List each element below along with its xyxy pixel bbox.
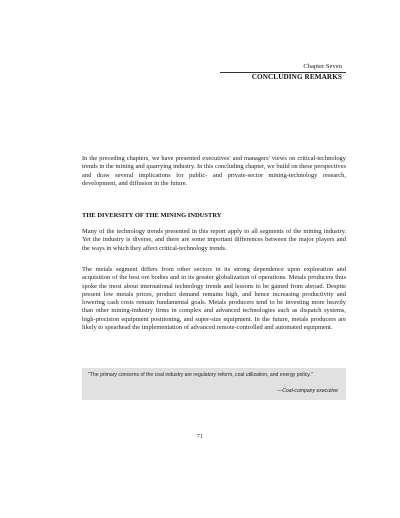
page-number: 71 — [196, 433, 204, 440]
quote-text: "The primary concerns of the coal industry are regulatory reform, coal utilization, and energy policy." — [88, 372, 313, 378]
chapter-title: CONCLUDING REMARKS — [251, 73, 342, 81]
section-paragraph-2: The metals segment differs from other sectors in its strong dependence upon exploration and acquisition of the best ore bodies and in its greater globalization of operations. Metals producers thus spoke the most about international technology trends and lessons to be gained from abroad. Despite present low metals prices, product demand remains high, and hence increasing productivity and lowering cash costs remain fundamental goals. Metals producers tend to be investing more heavily than other mining-industry firms in complex and advanced technologies such as dispatch systems, high-precision equipment positioning, and super-size equipment. In the future, metals producers are likely to spearhead the implementation of advanced remote-controlled and automated equipment. — [82, 266, 346, 332]
section-paragraph-1: Many of the technology trends presented in this report apply to all segments of the mining industry. Yet the industry is diverse, and there are some important differences between the major players and the ways in which they affect critical-technology trends. — [82, 228, 346, 252]
intro-paragraph: In the preceding chapters, we have presented executives' and managers' views on critical-technology trends in the mining and quarrying industry. In this concluding chapter, we build on these perspectives and draw several implications for public- and private-sector mining-technology research, development, and diffusion in the future. — [82, 155, 346, 187]
chapter-label: Chapter Seven — [303, 63, 342, 70]
section-heading: THE DIVERSITY OF THE MINING INDUSTRY — [82, 212, 222, 219]
quote-attribution: —Coal-company executive — [277, 388, 338, 394]
